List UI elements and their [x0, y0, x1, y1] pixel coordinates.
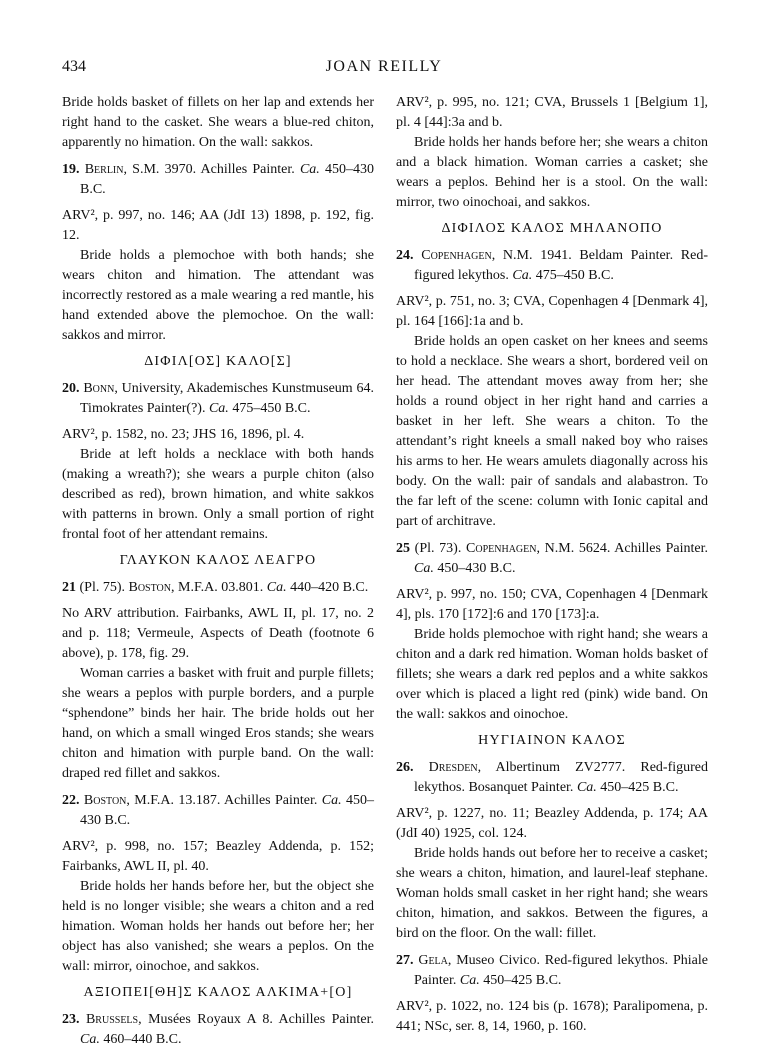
- inscription-5: ΗΥΓΙΑΙΝΟΝ ΚΑΛΟΣ: [478, 733, 626, 748]
- entry-20-reference: ARV², p. 1582, no. 23; JHS 16, 1896, pl. 4.: [62, 427, 305, 442]
- catalogue-entry-26: 26. Dresden, Albertinum ZV2777. Red-figured lekythos. Bosanquet Painter. Ca. 450–425 B.C.: [396, 760, 709, 795]
- catalogue-entry-23: 23. Brussels, Musées Royaux A 8. Achilles Painter. Ca. 460–440 B.C.: [62, 1012, 375, 1047]
- inscription-4: ΔΙΦΙΛΟΣ ΚΑΛΟΣ ΜΗΛΑΝΟΠΟ: [441, 221, 663, 236]
- inscription-3: ΑΞΙΟΠΕΙ[ΘΗ]Σ ΚΑΛΟΣ ΑΛΚΙΜΑ+[Ο]: [83, 985, 353, 1000]
- catalogue-entry-20: 20. Bonn, University, Akademisches Kunstmuseum 64. Timokrates Painter(?). Ca. 475–450 B.C.: [62, 381, 375, 416]
- catalogue-entry-24: 24. Copenhagen, N.M. 1941. Beldam Painter. Red-figured lekythos. Ca. 475–450 B.C.: [396, 248, 709, 283]
- entry-23-reference: ARV², p. 995, no. 121; CVA, Brussels 1 [Belgium 1], pl. 4 [44]:3a and b.: [396, 95, 708, 130]
- page-number: 434: [62, 58, 86, 75]
- entry-27-reference: ARV², p. 1022, no. 124 bis (p. 1678); Paralipomena, p. 441; NSc, ser. 8, 14, 1960, p. 160.: [396, 999, 708, 1034]
- running-head: JOAN REILLY: [325, 58, 443, 75]
- entry-26-reference: ARV², p. 1227, no. 11; Beazley Addenda, p. 174; AA (JdI 40) 1925, col. 124.: [396, 806, 708, 841]
- entry-19-description: Bride holds a plemochoe with both hands; she wears chiton and himation. The attendant was incorrectly restored as a male wearing a red mantle, his hand extended above the plemochoe. On the wall: sakkos and mirror.: [62, 248, 374, 343]
- entry-22-description: Bride holds her hands before her, but the object she held is no longer visible; she wears a chiton and a red himation. Woman holds her hands out before her; her object has also vanished; she wears a peplos. On the wall: mirror, oinochoe, and sakkos.: [62, 879, 374, 974]
- catalogue-entry-22: 22. Boston, M.F.A. 13.187. Achilles Painter. Ca. 450–430 B.C.: [62, 793, 375, 828]
- entry-21-description: Woman carries a basket with fruit and purple fillets; she wears a peplos with purple borders, and a purple “sphendone” binds her hair. The bride holds out her hand, on which a small winged Eros stands; she wears chiton and himation with purple band. On the wall: draped red fillet and sakkos.: [62, 666, 374, 781]
- left-column: [62, 93, 374, 1050]
- entry-19-reference: ARV², p. 997, no. 146; AA (JdI 13) 1898, p. 192, fig. 12.: [62, 208, 374, 243]
- right-column: [396, 93, 708, 1037]
- catalogue-entry-25: 25 (Pl. 73). Copenhagen, N.M. 5624. Achilles Painter. Ca. 450–430 B.C.: [396, 541, 709, 576]
- intro-paragraph: Bride holds basket of fillets on her lap and extends her right hand to the casket. She wears a blue-red chiton, apparently no himation. On the wall: sakkos.: [62, 95, 374, 150]
- inscription-1: ΔΙΦΙΛ[ΟΣ] ΚΑΛΟ[Σ]: [144, 354, 292, 369]
- entry-25-reference: ARV², p. 997, no. 150; CVA, Copenhagen 4 [Denmark 4], pls. 170 [172]:6 and 170 [173]:a.: [396, 587, 708, 622]
- entry-21-reference: No ARV attribution. Fairbanks, AWL II, pl. 17, no. 2 and p. 118; Vermeule, Aspects of Death (footnote 6 above), p. 178, fig. 29.: [62, 606, 374, 661]
- catalogue-entry-21: 21 (Pl. 75). Boston, M.F.A. 03.801. Ca. 440–420 B.C.: [62, 580, 369, 595]
- entry-20-description: Bride at left holds a necklace with both hands (making a wreath?); she wears a purple chiton (also described as red), brown himation, and white sakkos with patterns in brown. Only a small portion of right frontal foot of her attendant remains.: [62, 447, 374, 542]
- entry-24-description: Bride holds an open casket on her knees and seems to hold a necklace. She wears a short, bordered veil on her head. The attendant moves away from her; she holds a round object in her right hand and carries a basket in her left. She wears a chiton. To the attendant’s right kneels a small naked boy who raises his arms to her. He wears amulets diagonally across his body. On the wall: pair of sandals and alabastron. To the far left of the scene: column with Ionic capital and part of architrave.: [396, 334, 708, 529]
- entry-24-reference: ARV², p. 751, no. 3; CVA, Copenhagen 4 [Denmark 4], pl. 164 [166]:1a and b.: [396, 294, 708, 329]
- entry-23-description: Bride holds her hands before her; she wears a chiton and a black himation. Woman carries a casket; she wears a peplos. Behind her is a stool. On the wall: mirror, two oinochoai, and sakkos.: [396, 135, 708, 210]
- entry-22-reference: ARV², p. 998, no. 157; Beazley Addenda, p. 152; Fairbanks, AWL II, pl. 40.: [62, 839, 374, 874]
- inscription-2: ΓΛΑΥΚΟΝ ΚΑΛΟΣ ΛΕΑΓΡΟ: [119, 553, 317, 568]
- entry-26-description: Bride holds hands out before her to receive a casket; she wears a chiton, himation, and laurel-leaf stephane. Woman holds small casket in her right hand; she wears chiton, himation, and sakkos. Between the figures, a bird on the floor. On the wall: fillet.: [396, 846, 708, 941]
- catalogue-entry-19: 19. Berlin, S.M. 3970. Achilles Painter. Ca. 450–430 B.C.: [62, 162, 375, 197]
- entry-25-description: Bride holds plemochoe with right hand; she wears a chiton and a dark red himation. Woman holds basket of fillets; she wears a dark red peplos and a white sakkos over which is placed a light red (pink) wide band. On the wall: sakkos and oinochoe.: [396, 627, 708, 722]
- catalogue-entry-27: 27. Gela, Museo Civico. Red-figured lekythos. Phiale Painter. Ca. 450–425 B.C.: [396, 953, 708, 988]
